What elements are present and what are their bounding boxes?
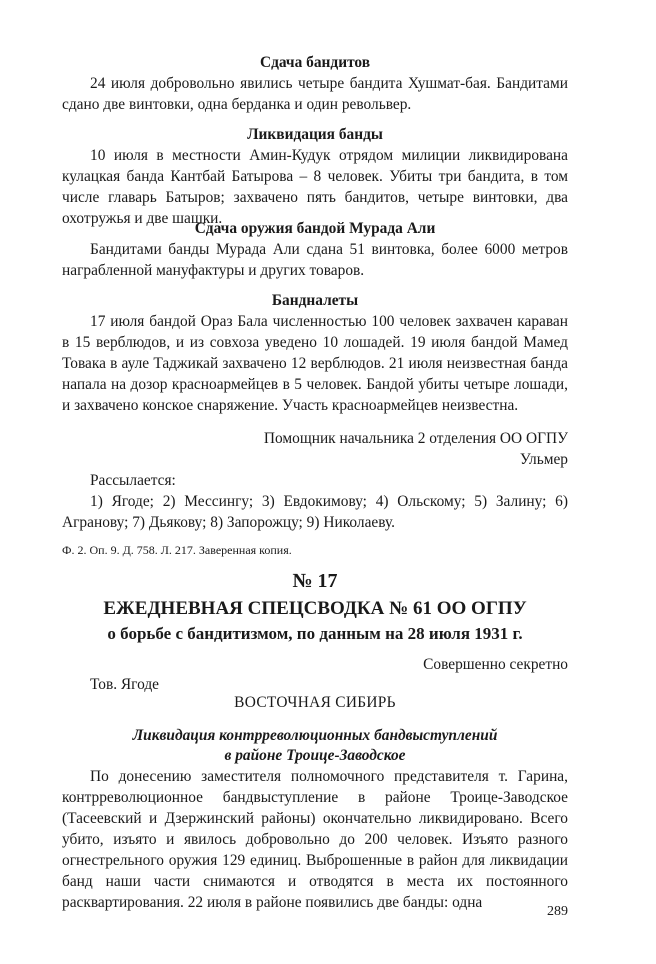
region-block (62, 692, 568, 713)
signature-name: Ульмер (519, 451, 568, 468)
archival-reference (62, 542, 568, 558)
distribution-block (62, 470, 568, 533)
distribution-list: 1) Ягоде; 2) Мессингу; 3) Евдокимову; 4) Ольскому; 5) Залину; 6) Агранову; 7) Дьякову; 8) Запорожцу; 9) Николаеву. (62, 493, 568, 531)
section-raids (62, 290, 568, 416)
page-number: 289 (547, 904, 568, 919)
section-body: Бандитами банды Мурада Али сдана 51 винтовка, более 6000 метров награбленной мануфактуры и других товаров. (62, 241, 568, 279)
section-liquidation (62, 124, 568, 229)
classification-block (62, 654, 568, 675)
document-title: ЕЖЕДНЕВНАЯ СПЕЦСВОДКА № 61 ОО ОГПУ (103, 598, 527, 619)
section-body: 17 июля бандой Ораз Бала численностью 100 человек захвачен караван в 15 верблюдов, и из совхоза уведено 10 лошадей. 19 июля бандой Мамед Товака в ауле Таджикай захвачено 12 верблюдов. 21 июля неизвестная банда напала на дозор красноармейцев в 5 человек. Бандой убиты четыре лошади, и захвачено конское снаряжение. Участь красноармейцев неизвестна. (62, 313, 568, 414)
document-header (62, 568, 568, 594)
section-surrender (62, 52, 568, 115)
classification-stamp: Совершенно секретно (423, 656, 568, 673)
section-body: 24 июля добровольно явились четыре бандита Хушмат-бая. Бандитами сдано две винтовки, одна берданка и один револьвер. (62, 75, 568, 113)
report-section-heading-line1: Ликвидация контрреволюционных бандвыступлений (132, 727, 498, 744)
section-body: 10 июля в местности Амин-Кудук отрядом милиции ликвидирована кулацкая банда Кантбай Батырова – 8 человек. Убиты три бандита, в том числе главарь Батыров; захвачено пять бандитов, четыре винтовки, два охотружья и две шашки. (62, 147, 568, 227)
document-number: № 17 (292, 570, 338, 592)
distribution-label: Рассылается: (90, 472, 176, 489)
section-heading: Бандналеты (271, 292, 359, 309)
section-heading: Сдача оружия бандой Мурада Али (194, 220, 436, 237)
report-section-heading-line2: в районе Троице-Заводское (224, 747, 406, 764)
report-section (62, 726, 568, 913)
section-heading: Ликвидация банды (247, 126, 383, 143)
section-weapons-surrender (62, 218, 568, 281)
signature-block (62, 428, 568, 470)
document-title-block (62, 596, 568, 646)
addressee: Тов. Ягоде (90, 676, 160, 693)
section-heading: Сдача бандитов (259, 54, 371, 71)
document-subtitle: о борьбе с бандитизмом, по данным на 28 июля 1931 г. (107, 624, 523, 643)
report-body: По донесению заместителя полномочного представителя т. Гарина, контрреволюционное бандвыступление в районе Троице-Заводское (Тасеевский и Дзержинский районы) окончательно ликвидировано. Всего убито, изъято и явилось добровольно до 200 человек. Изъято разного огнестрельного оружия 129 единиц. Выброшенные в район для ликвидации банд наши части снимаются и отводятся в места их постоянного расквартирования. 22 июля в районе появились две банды: одна (62, 768, 568, 911)
source-note: Ф. 2. Оп. 9. Д. 758. Л. 217. Заверенная копия. (62, 543, 292, 557)
region-heading: ВОСТОЧНАЯ СИБИРЬ (234, 694, 396, 711)
signature-position: Помощник начальника 2 отделения ОО ОГПУ (263, 430, 568, 447)
